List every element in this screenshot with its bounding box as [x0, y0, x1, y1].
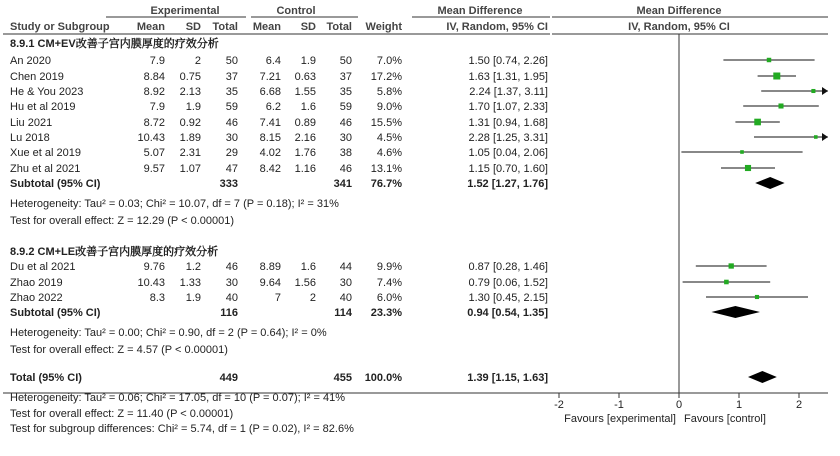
ctrl-total-value: 37: [339, 71, 352, 83]
study-name: Liu 2021: [10, 117, 53, 129]
subgroup-2-subtotal-weight: 23.3%: [370, 307, 402, 319]
exp-mean-value: 8.3: [149, 292, 165, 304]
subgroup-1-subtotal-exp-total: 333: [219, 178, 238, 190]
ctrl-sd-value: 1.9: [300, 55, 316, 67]
weight-value: 15.5%: [370, 117, 402, 129]
exp-sd-value: 1.33: [179, 277, 201, 289]
ctrl-sd-value: 2.16: [294, 132, 316, 144]
exp-sd-value: 2: [194, 55, 201, 67]
study-column-header: Study or Subgroup: [10, 21, 110, 33]
x-tick-label: 2: [795, 399, 803, 411]
ctrl-sd-value: 1.16: [294, 163, 316, 175]
control-group-header: Control: [276, 5, 316, 17]
ctrl-total-value: 35: [339, 86, 352, 98]
ctrl-sd-value: 1.56: [294, 277, 316, 289]
ctrl-mean-value: 7: [274, 292, 281, 304]
exp-sd-header: SD: [185, 21, 201, 33]
study-square-g0-1: [773, 73, 780, 80]
ctrl-mean-value: 8.89: [259, 261, 281, 273]
study-square-g0-3: [778, 103, 783, 108]
weight-value: 9.0%: [376, 101, 402, 113]
study-square-g0-0: [767, 58, 771, 62]
subgroup-differences-test: Test for subgroup differences: Chi² = 5.74, df = 1 (P = 0.02), I² = 82.6%: [10, 423, 354, 435]
study-square-g0-2: [811, 89, 815, 93]
ctrl-sd-value: 0.63: [294, 71, 316, 83]
exp-mean-value: 8.72: [143, 117, 165, 129]
weight-value: 4.6%: [376, 147, 402, 159]
study-name: Zhu et al 2021: [10, 163, 81, 175]
exp-total-value: 40: [225, 292, 238, 304]
x-tick-label: 1: [735, 399, 743, 411]
exp-sd-value: 2.13: [179, 86, 201, 98]
plot-method-header: IV, Random, 95% CI: [628, 21, 730, 33]
exp-mean-value: 5.07: [143, 147, 165, 159]
study-square-g0-7: [745, 165, 751, 171]
exp-total-value: 46: [225, 261, 238, 273]
exp-sd-value: 1.2: [185, 261, 201, 273]
exp-mean-value: 9.76: [143, 261, 165, 273]
exp-total-header: Total: [212, 21, 238, 33]
ci-value: 1.50 [0.74, 2.26]: [468, 55, 548, 67]
plot-mean-difference-header: Mean Difference: [636, 5, 722, 17]
subgroup-2-heterogeneity: Heterogeneity: Tau² = 0.00; Chi² = 0.90, df = 2 (P = 0.64); I² = 0%: [10, 327, 327, 339]
ctrl-sd-value: 2: [309, 292, 316, 304]
study-ci-arrow-g0-5: [822, 133, 828, 141]
exp-total-value: 29: [225, 147, 238, 159]
method-header: IV, Random, 95% CI: [446, 21, 548, 33]
subgroup-1-title: 8.9.1 CM+EV改善子宫内膜厚度的疗效分析: [10, 38, 219, 50]
ctrl-mean-value: 6.68: [259, 86, 281, 98]
exp-mean-value: 9.57: [143, 163, 165, 175]
study-name: Xue et al 2019: [10, 147, 81, 159]
study-name: Du et al 2021: [10, 261, 76, 273]
total-heterogeneity: Heterogeneity: Tau² = 0.06; Chi² = 17.05, df = 10 (P = 0.07); I² = 41%: [10, 392, 345, 404]
total-label: Total (95% CI): [10, 372, 82, 384]
ctrl-total-value: 30: [339, 277, 352, 289]
ci-value: 0.79 [0.06, 1.52]: [468, 277, 548, 289]
exp-sd-value: 0.75: [179, 71, 201, 83]
ctrl-total-header: Total: [326, 21, 352, 33]
total-exp-total: 449: [219, 372, 238, 384]
ctrl-mean-value: 9.64: [259, 277, 281, 289]
ctrl-mean-value: 8.42: [259, 163, 281, 175]
ci-value: 1.63 [1.31, 1.95]: [468, 71, 548, 83]
subgroup-2-subtotal-ci: 0.94 [0.54, 1.35]: [467, 307, 548, 319]
study-name: Zhao 2019: [10, 277, 63, 289]
favours-control-label: Favours [control]: [684, 413, 766, 425]
subgroup-1-subtotal-label: Subtotal (95% CI): [10, 178, 101, 190]
weight-value: 17.2%: [370, 71, 402, 83]
exp-sd-value: 1.89: [179, 132, 201, 144]
ci-value: 1.15 [0.70, 1.60]: [468, 163, 548, 175]
study-name: Lu 2018: [10, 132, 50, 144]
weight-value: 7.4%: [376, 277, 402, 289]
weight-header: Weight: [365, 21, 402, 33]
ctrl-total-value: 46: [339, 163, 352, 175]
study-name: Zhao 2022: [10, 292, 63, 304]
study-name: He & You 2023: [10, 86, 84, 98]
ctrl-mean-value: 4.02: [259, 147, 281, 159]
ctrl-mean-header: Mean: [252, 21, 281, 33]
subgroup-1-subtotal-weight: 76.7%: [370, 178, 402, 190]
study-square-g1-2: [755, 295, 759, 299]
subgroup-1-heterogeneity: Heterogeneity: Tau² = 0.03; Chi² = 10.07, df = 7 (P = 0.18); I² = 31%: [10, 198, 339, 210]
weight-value: 9.9%: [376, 261, 402, 273]
exp-mean-value: 7.9: [149, 101, 165, 113]
ci-value: 1.30 [0.45, 2.15]: [468, 292, 548, 304]
experimental-group-header: Experimental: [150, 5, 220, 17]
subgroup-2-title: 8.9.2 CM+LE改善子宫内膜厚度的疗效分析: [10, 246, 219, 258]
subgroup-2-subtotal-ctrl-total: 114: [334, 307, 352, 319]
exp-sd-value: 2.31: [179, 147, 201, 159]
weight-value: 4.5%: [376, 132, 402, 144]
subgroup-1-overall-effect: Test for overall effect: Z = 12.29 (P < 0.00001): [10, 215, 235, 227]
ctrl-total-value: 38: [339, 147, 352, 159]
ctrl-mean-value: 8.15: [259, 132, 281, 144]
total-overall-effect: Test for overall effect: Z = 11.40 (P < 0.00001): [10, 408, 234, 420]
study-square-g1-1: [724, 280, 729, 285]
study-square-g0-5: [814, 135, 818, 139]
exp-total-value: 59: [225, 101, 238, 113]
ci-value: 1.70 [1.07, 2.33]: [468, 101, 548, 113]
subgroup-1-subtotal-ctrl-total: 341: [333, 178, 352, 190]
study-name: Hu et al 2019: [10, 101, 76, 113]
exp-sd-value: 1.9: [185, 292, 201, 304]
total-ctrl-total: 455: [333, 372, 352, 384]
exp-total-value: 30: [225, 132, 238, 144]
exp-sd-value: 1.9: [185, 101, 201, 113]
ctrl-mean-value: 6.4: [265, 55, 281, 67]
ctrl-total-value: 46: [339, 117, 352, 129]
ctrl-sd-value: 1.6: [300, 101, 316, 113]
exp-mean-value: 10.43: [137, 277, 165, 289]
total-weight: 100.0%: [364, 372, 402, 384]
exp-total-value: 47: [225, 163, 238, 175]
favours-experimental-label: Favours [experimental]: [564, 413, 676, 425]
ci-value: 2.24 [1.37, 3.11]: [469, 86, 548, 98]
ctrl-mean-value: 7.41: [259, 117, 281, 129]
exp-mean-value: 7.9: [149, 55, 165, 67]
x-tick-label: -1: [614, 399, 624, 411]
exp-sd-value: 1.07: [179, 163, 201, 175]
ci-value: 0.87 [0.28, 1.46]: [468, 261, 548, 273]
weight-value: 6.0%: [376, 292, 402, 304]
study-name: An 2020: [10, 55, 51, 67]
x-tick-label: -2: [554, 399, 564, 411]
ctrl-total-value: 40: [339, 292, 352, 304]
ctrl-total-value: 30: [339, 132, 352, 144]
exp-total-value: 50: [225, 55, 238, 67]
x-tick-label: 0: [675, 399, 683, 411]
exp-total-value: 37: [225, 71, 238, 83]
study-name: Chen 2019: [10, 71, 64, 83]
ctrl-total-value: 59: [339, 101, 352, 113]
ci-value: 1.31 [0.94, 1.68]: [468, 117, 548, 129]
exp-sd-value: 0.92: [179, 117, 201, 129]
exp-mean-value: 8.84: [143, 71, 165, 83]
exp-total-value: 30: [225, 277, 238, 289]
exp-mean-header: Mean: [136, 21, 165, 33]
ctrl-mean-value: 6.2: [265, 101, 281, 113]
ctrl-total-value: 50: [339, 55, 352, 67]
study-square-g0-4: [754, 119, 761, 126]
ctrl-mean-value: 7.21: [259, 71, 281, 83]
study-ci-arrow-g0-2: [822, 87, 828, 95]
ci-value: 2.28 [1.25, 3.31]: [468, 132, 548, 144]
total-diamond: [748, 371, 777, 383]
exp-mean-value: 8.92: [143, 86, 165, 98]
mean-difference-header: Mean Difference: [437, 5, 523, 17]
exp-mean-value: 10.43: [137, 132, 165, 144]
ci-value: 1.05 [0.04, 2.06]: [468, 147, 548, 159]
ctrl-sd-value: 1.76: [294, 147, 316, 159]
ctrl-sd-value: 1.6: [300, 261, 316, 273]
exp-total-value: 46: [225, 117, 238, 129]
ctrl-sd-value: 0.89: [294, 117, 316, 129]
study-square-g0-6: [740, 150, 744, 154]
weight-value: 5.8%: [376, 86, 402, 98]
subgroup-2-subtotal-label: Subtotal (95% CI): [10, 307, 101, 319]
weight-value: 13.1%: [370, 163, 402, 175]
subgroup-2-subtotal-diamond: [711, 306, 760, 318]
ctrl-sd-value: 1.55: [294, 86, 316, 98]
subgroup-2-subtotal-exp-total: 116: [220, 307, 238, 319]
ctrl-sd-header: SD: [300, 21, 316, 33]
study-square-g1-0: [729, 263, 734, 268]
exp-total-value: 35: [225, 86, 238, 98]
subgroup-2-overall-effect: Test for overall effect: Z = 4.57 (P < 0.00001): [10, 344, 228, 356]
weight-value: 7.0%: [376, 55, 402, 67]
ctrl-total-value: 44: [339, 261, 352, 273]
total-ci: 1.39 [1.15, 1.63]: [467, 372, 548, 384]
subgroup-1-subtotal-ci: 1.52 [1.27, 1.76]: [467, 178, 548, 190]
subgroup-1-subtotal-diamond: [755, 177, 784, 189]
